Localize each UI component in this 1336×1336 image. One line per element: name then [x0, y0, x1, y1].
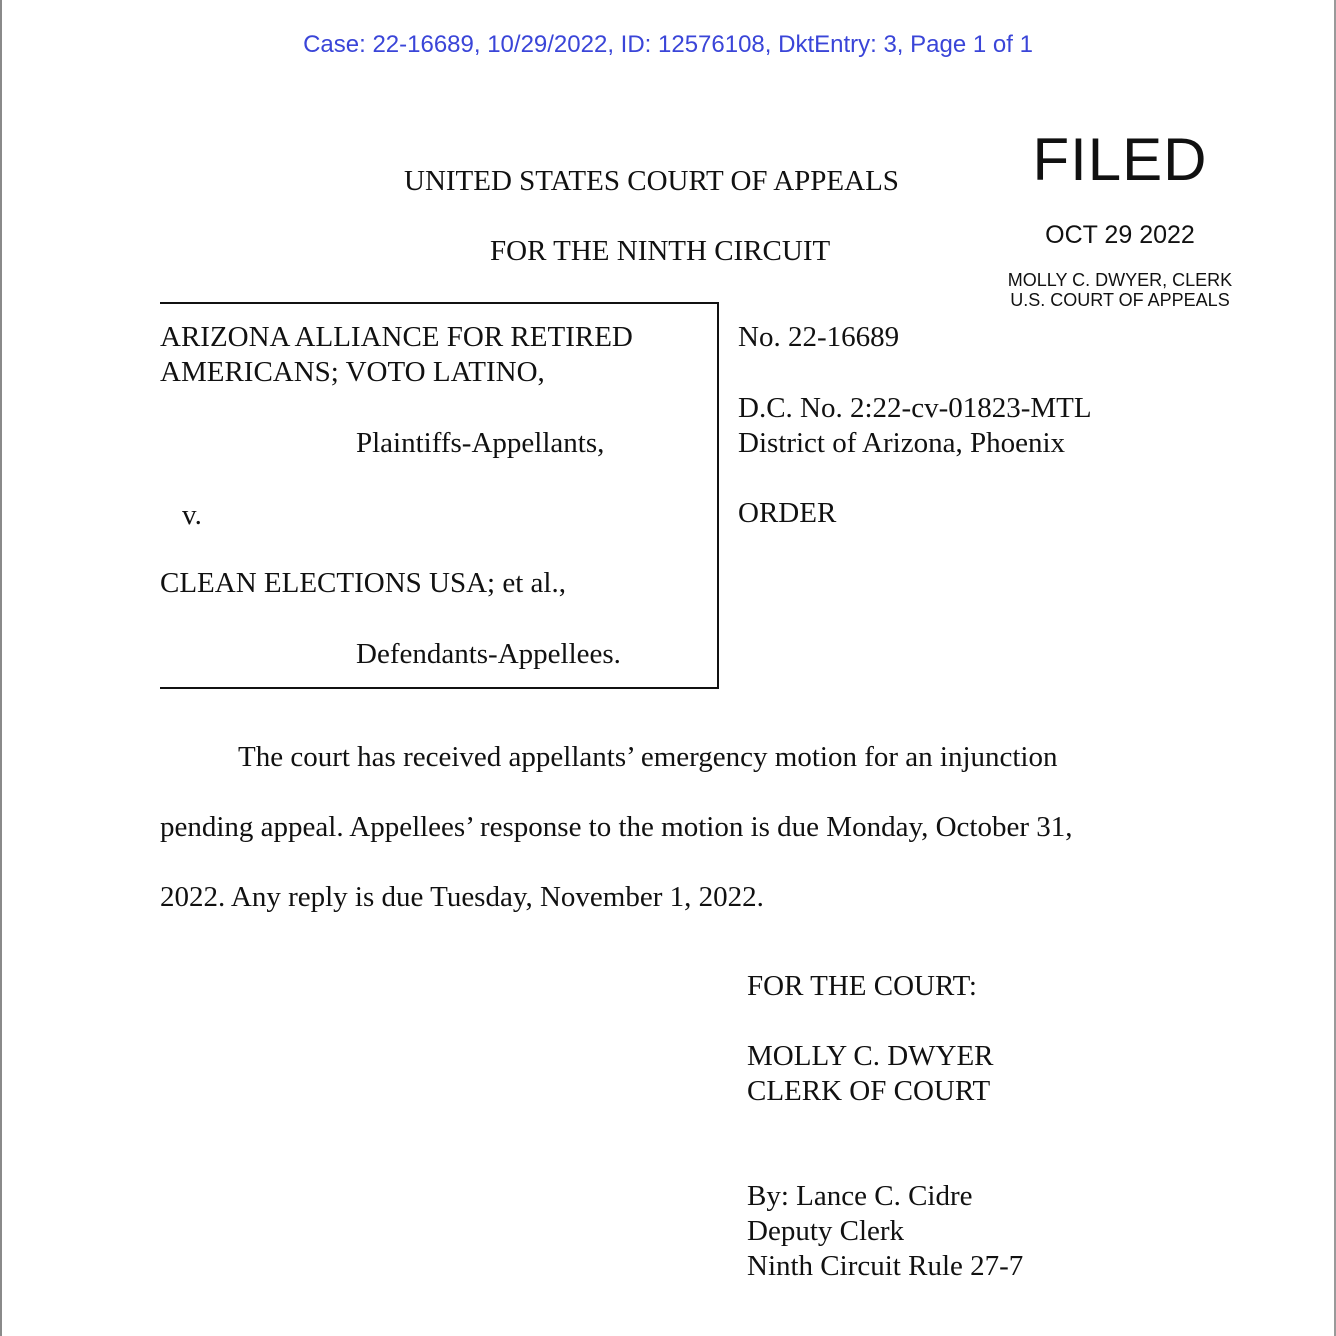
filed-stamp	[986, 124, 1254, 310]
plaintiffs-role: Plaintiffs-Appellants,	[356, 427, 605, 459]
clerk-name: MOLLY C. DWYER	[747, 1040, 994, 1072]
rule-citation: Ninth Circuit Rule 27-7	[747, 1250, 1024, 1282]
district: District of Arizona, Phoenix	[738, 427, 1066, 459]
filed-word: FILED	[1032, 126, 1208, 193]
order-body-line-3: 2022. Any reply is due Tuesday, November 1, 2022.	[160, 881, 764, 913]
page-left-edge	[0, 0, 2, 1336]
filed-date: OCT 29 2022	[1045, 221, 1195, 249]
circuit-name: FOR THE NINTH CIRCUIT	[490, 235, 831, 267]
defendants: CLEAN ELECTIONS USA; et al.,	[160, 567, 566, 599]
plaintiffs-line-2: AMERICANS; VOTO LATINO,	[160, 356, 545, 388]
clerk-title: CLERK OF COURT	[747, 1075, 991, 1107]
deputy-title: Deputy Clerk	[747, 1215, 905, 1247]
filed-court: U.S. COURT OF APPEALS	[1010, 290, 1230, 310]
defendants-role: Defendants-Appellees.	[356, 638, 621, 670]
signed-by: By: Lance C. Cidre	[747, 1180, 973, 1212]
case-header-stamp: Case: 22-16689, 10/29/2022, ID: 12576108, DktEntry: 3, Page 1 of 1	[303, 31, 1033, 58]
order-body-line-2: pending appeal. Appellees’ response to the motion is due Monday, October 31,	[160, 811, 1073, 843]
plaintiffs-line-1: ARIZONA ALLIANCE FOR RETIRED	[160, 321, 633, 353]
dc-number: D.C. No. 2:22-cv-01823-MTL	[738, 392, 1092, 424]
filed-clerk: MOLLY C. DWYER, CLERK	[1007, 270, 1233, 290]
for-the-court: FOR THE COURT:	[747, 970, 977, 1002]
versus: v.	[182, 499, 202, 531]
order-body-line-1: The court has received appellants’ emergency motion for an injunction	[238, 741, 1058, 773]
order-body	[160, 722, 1180, 932]
court-name: UNITED STATES COURT OF APPEALS	[404, 165, 899, 197]
case-number: No. 22-16689	[738, 321, 900, 353]
document-type: ORDER	[738, 497, 837, 529]
